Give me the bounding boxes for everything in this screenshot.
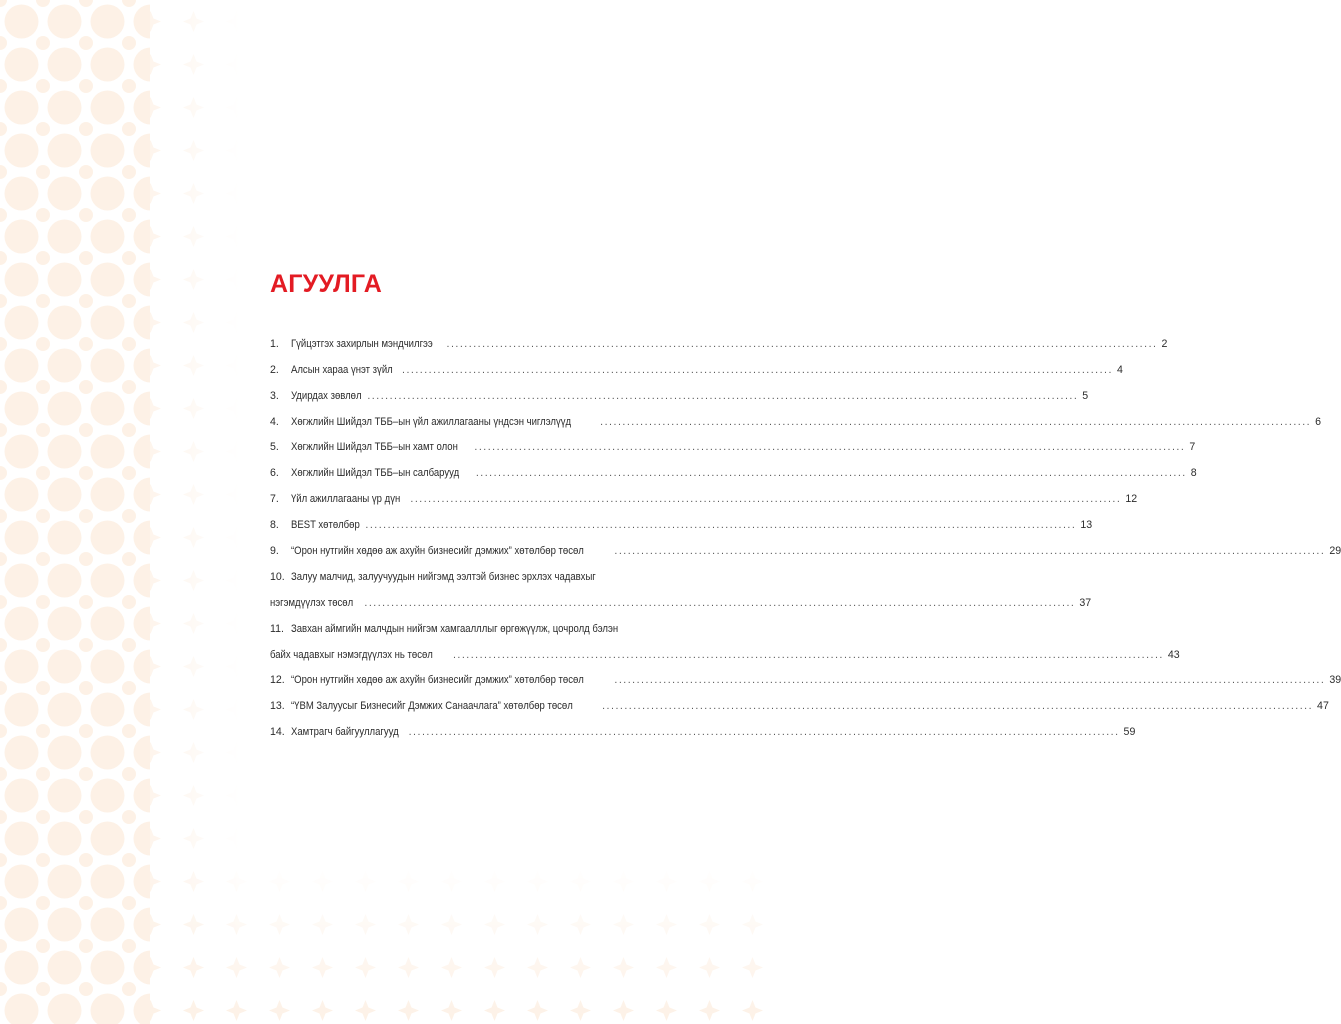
toc-item-number: 8. <box>270 519 279 532</box>
toc-item-page: 12 <box>1125 493 1138 506</box>
toc-item-title: Завхан аймгийн малчдын нийгэм хамгаалллыг өргөжүүлж, цочролд бэлэн <box>291 622 619 635</box>
dot-leader: ................................................................................................................................................................ <box>367 389 1079 402</box>
toc-item-page: 59 <box>1123 726 1136 739</box>
toc-item-number: 2. <box>270 363 279 376</box>
toc-item-number: 6. <box>270 467 279 480</box>
toc-item[interactable] <box>270 609 1180 661</box>
toc-item[interactable] <box>270 712 1136 739</box>
toc-item-number: 13. <box>270 700 285 713</box>
dot-leader: ................................................................................................................................................................ <box>474 441 1186 454</box>
toc-item-page: 43 <box>1167 648 1180 661</box>
dot-leader: ................................................................................................................................................................ <box>410 493 1122 506</box>
toc-item-number: 7. <box>270 493 279 506</box>
dot-leader: ................................................................................................................................................................ <box>365 519 1077 532</box>
toc-item-number: 4. <box>270 415 279 428</box>
toc-item-title: “Орон нутгийн хөдөө аж ахуйн бизнесийг дэмжих” хөтөлбөр төсөл <box>291 545 584 558</box>
dot-leader: ................................................................................................................................................................ <box>452 648 1164 661</box>
toc-item-title: Удирдах зөвлөл <box>291 389 362 402</box>
toc-item-title: Хамтрагч байгууллагууд <box>291 726 399 739</box>
dot-leader: ................................................................................................................................................................ <box>446 337 1158 350</box>
toc-item-page: 4 <box>1116 363 1123 376</box>
dot-leader: ................................................................................................................................................................ <box>408 726 1120 739</box>
toc-item[interactable] <box>270 661 1341 687</box>
toc-item-title: BEST хөтөлбөр <box>291 519 360 532</box>
toc-item-page: 5 <box>1082 389 1089 402</box>
toc-item-number: 11. <box>270 622 284 635</box>
toc-item-page: 8 <box>1190 467 1197 480</box>
dot-leader: ................................................................................................................................................................ <box>614 674 1326 687</box>
toc-item[interactable] <box>270 402 1322 428</box>
toc-item-number: 5. <box>270 441 279 454</box>
toc-item-number: 12. <box>270 674 285 687</box>
toc-item[interactable] <box>270 505 1093 532</box>
toc-container <box>270 262 1341 739</box>
toc-item-title: Алсын хараа үнэт зүйл <box>291 363 393 376</box>
toc-item-page: 29 <box>1329 545 1341 558</box>
toc-item-title: “ҮВМ Залуусыг Бизнесийг Дэмжих Санаачлага” хөтөлбөр төсөл <box>291 700 573 713</box>
toc-item-page: 47 <box>1317 700 1329 713</box>
toc-item[interactable] <box>270 531 1341 558</box>
page-title: АГУУЛГА <box>270 270 382 298</box>
dot-leader: ................................................................................................................................................................ <box>602 700 1314 713</box>
toc-item-number: 10. <box>270 570 285 583</box>
toc-item-title-continued: байх чадавхыг нэмэгдүүлэх нь төсөл <box>270 648 433 661</box>
toc-item-page: 6 <box>1315 415 1322 428</box>
toc-item[interactable] <box>270 376 1089 402</box>
toc-item-title: “Орон нутгийн хөдөө аж ахуйн бизнесийг дэмжих” хөтөлбөр төсөл <box>291 674 584 687</box>
toc-item[interactable] <box>270 557 1092 609</box>
toc-item-page: 2 <box>1161 337 1168 350</box>
toc-item-title: Залуу малчид, залуучуудын нийгэмд ээлтэй бизнес эрхлэх чадавхыг <box>291 570 596 583</box>
toc-item-page: 37 <box>1079 596 1092 609</box>
toc-item-title-continued: нэгэмдүүлэх төсөл <box>270 596 354 609</box>
toc-item[interactable] <box>270 428 1196 454</box>
toc-item[interactable] <box>270 479 1138 506</box>
toc-item[interactable] <box>270 686 1329 713</box>
dot-leader: ................................................................................................................................................................ <box>600 415 1312 428</box>
toc-item-number: 1. <box>270 337 279 350</box>
toc-item-title: Хөгжлийн Шийдэл ТББ–ын үйл ажиллагааны үндсэн чиглэлүүд <box>291 415 572 428</box>
toc-item-page: 13 <box>1080 519 1093 532</box>
toc-item-title: Үйл ажиллагааны үр дүн <box>291 493 401 506</box>
toc-item[interactable] <box>270 350 1123 376</box>
toc-item-page: 39 <box>1329 674 1341 687</box>
toc-item-number: 9. <box>270 545 279 558</box>
dot-leader: ................................................................................................................................................................ <box>364 596 1076 609</box>
toc-item-number: 14. <box>270 726 285 739</box>
toc-item-title: Хөгжлийн Шийдэл ТББ–ын салбарууд <box>291 467 460 480</box>
dot-leader: ................................................................................................................................................................ <box>402 363 1113 376</box>
toc-item-title: Гүйцэтгэх захирлын мэндчилгээ <box>291 337 433 350</box>
dot-leader: ................................................................................................................................................................ <box>475 467 1187 480</box>
toc-item[interactable] <box>270 324 1168 350</box>
toc-item-title: Хөгжлийн Шийдэл ТББ–ын хамт олон <box>291 441 458 454</box>
toc-item-page: 7 <box>1189 441 1196 454</box>
toc-item[interactable] <box>270 453 1197 480</box>
toc-item-number: 3. <box>270 389 279 402</box>
toc-list <box>270 324 1341 739</box>
dot-leader: ................................................................................................................................................................ <box>614 545 1326 558</box>
